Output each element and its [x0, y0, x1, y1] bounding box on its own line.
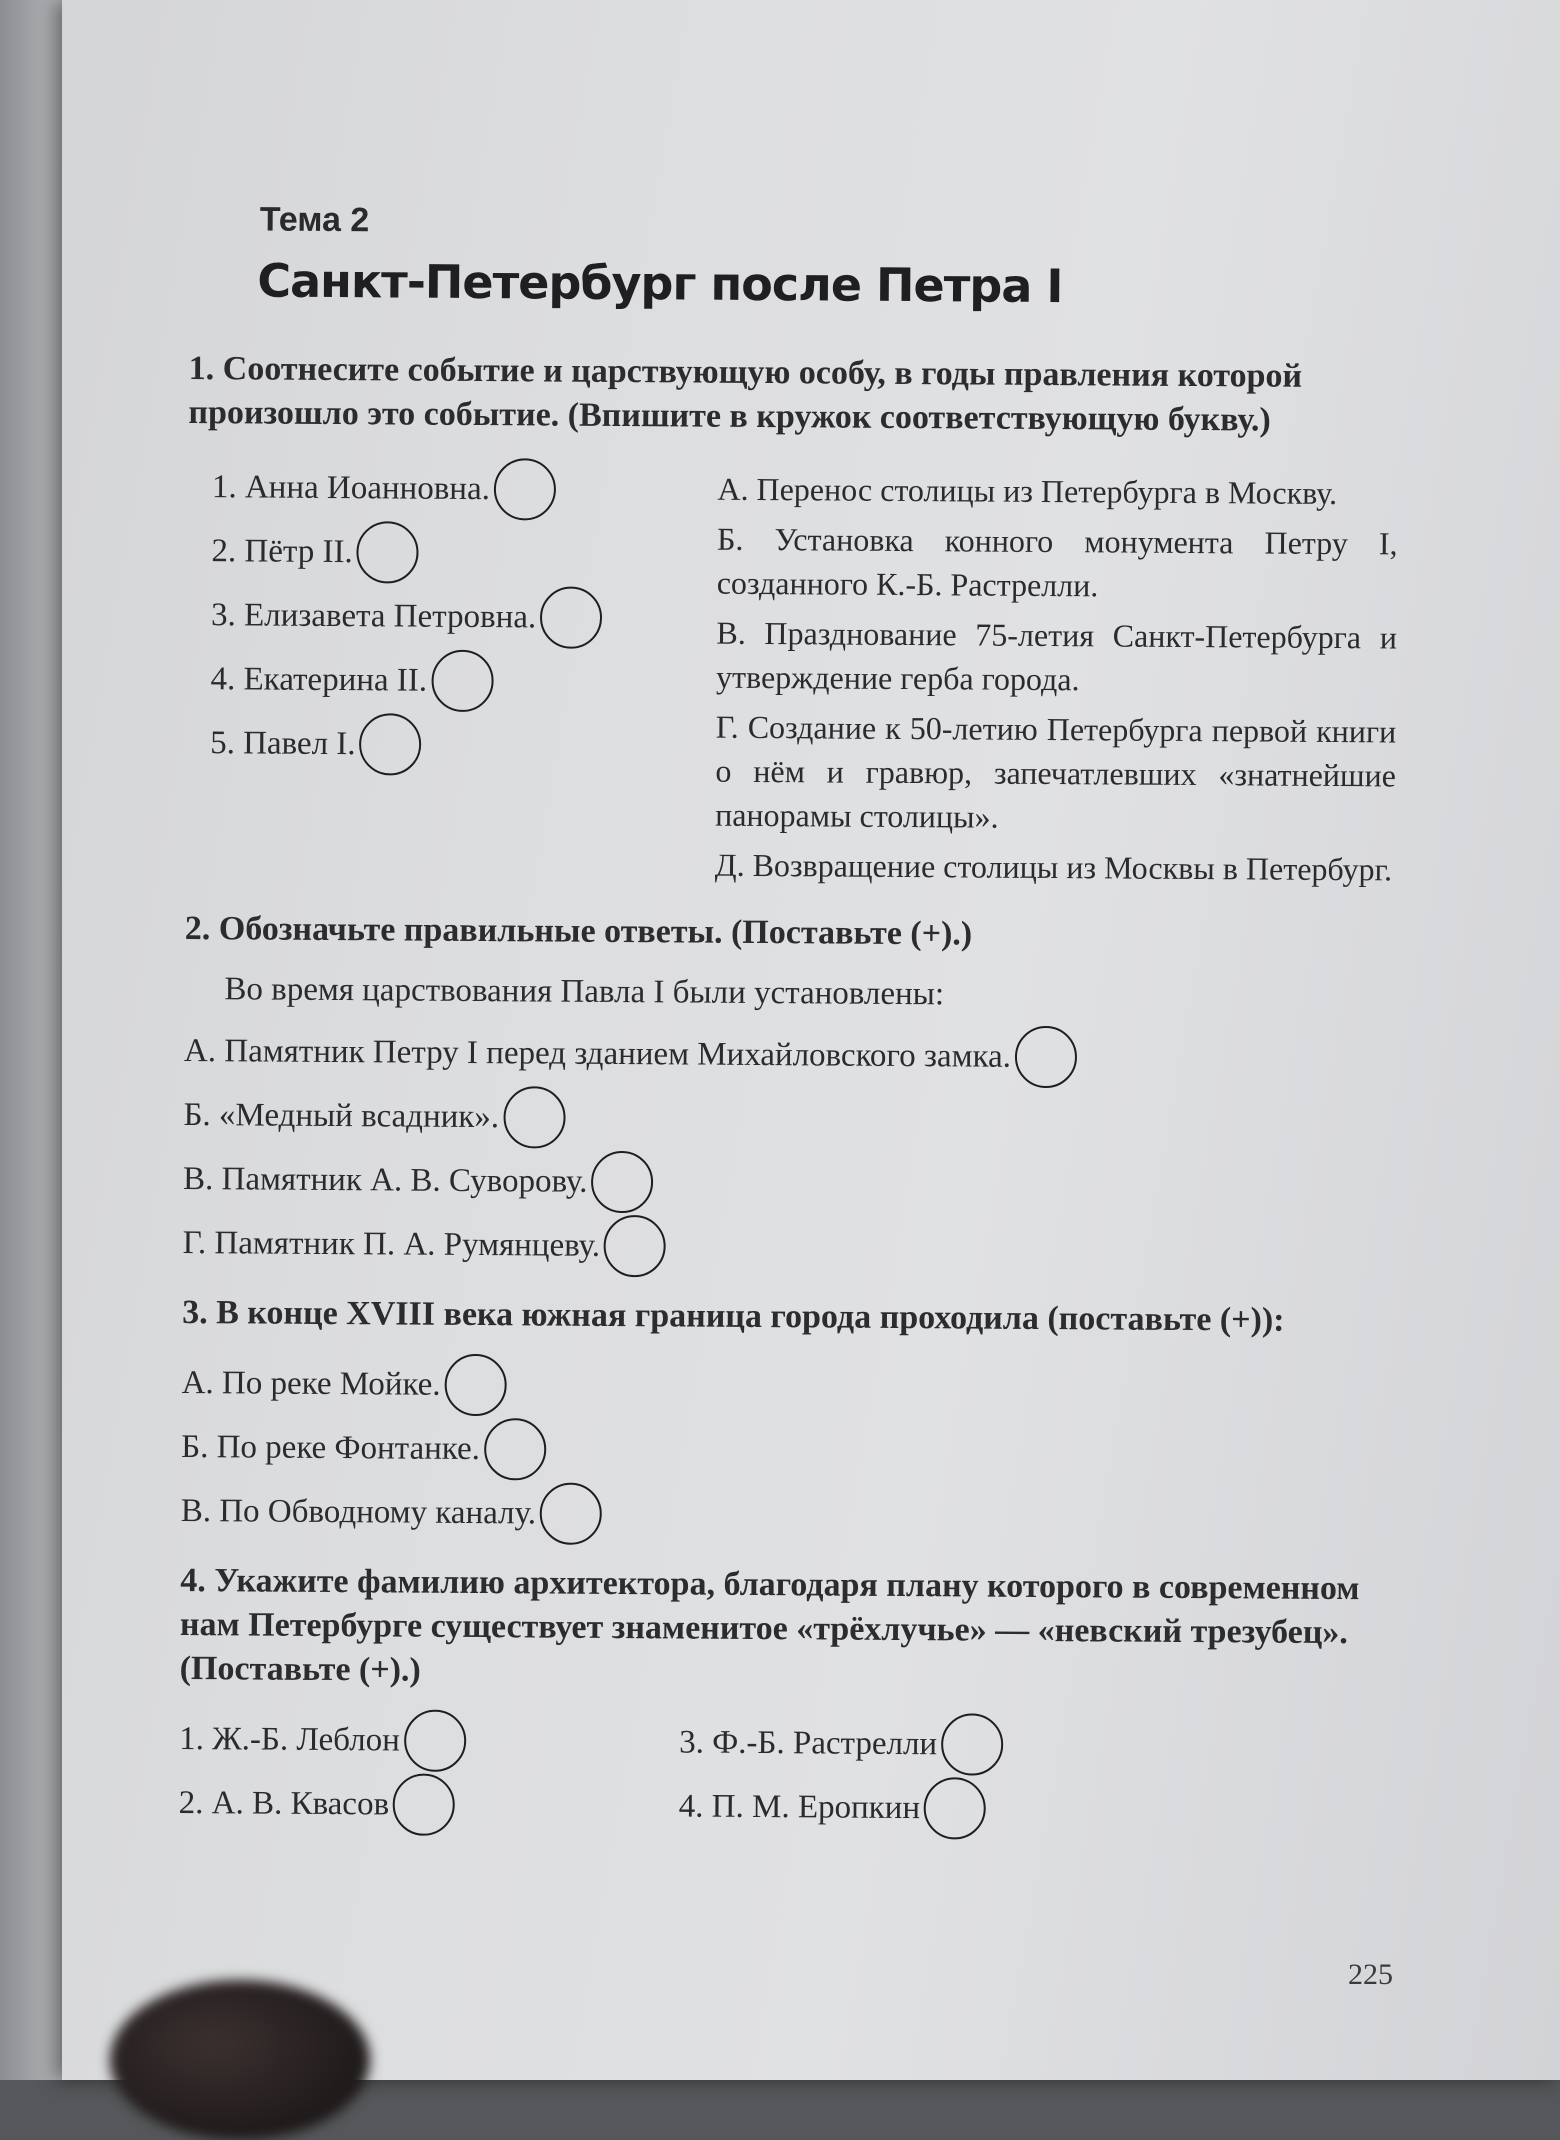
answer-circle[interactable]	[604, 1215, 666, 1277]
option-label: 4. П. М. Еропкин	[678, 1788, 921, 1827]
answer-circle[interactable]	[484, 1418, 546, 1480]
ruler-item	[211, 583, 717, 651]
option-label: В. По Обводному каналу.	[180, 1492, 537, 1532]
option-item	[679, 1710, 1179, 1777]
option-label: Г. Памятник П. А. Румянцеву.	[182, 1224, 601, 1264]
ruler-item	[210, 711, 716, 779]
page-content	[179, 190, 1400, 1843]
answer-circle[interactable]	[941, 1713, 1003, 1775]
event-item: Д. Возвращение столицы из Москвы в Петербург.	[714, 846, 1393, 888]
event-item: А. Перенос столицы из Петербурга в Москву.	[717, 470, 1338, 512]
option-label: А. Памятник Петру I перед зданием Михайловского замка.	[183, 1032, 1012, 1075]
option-label: 1. Ж.-Б. Леблон	[179, 1720, 400, 1759]
option-item	[184, 1019, 1394, 1091]
question-text: В конце XVIII века южная граница города проходила (поставьте (+)):	[216, 1294, 1285, 1339]
page-title: Санкт-Петербург после Петра I	[257, 253, 1063, 314]
option-item	[679, 1774, 1179, 1841]
ruler-item	[210, 647, 716, 715]
option-item	[179, 1771, 679, 1838]
question-3-options	[181, 1351, 1392, 1551]
ruler-label: 2. Пётр II.	[211, 533, 353, 571]
answer-circle[interactable]	[494, 458, 556, 520]
question-number: 1.	[188, 349, 215, 388]
question-1-match	[185, 455, 1398, 897]
question-text: Укажите фамилию архитектора, благодаря плану которого в современном нам Петербурге существует знаменитое «трёхлучье» — «невский трезубец». (Поставьте (+).)	[179, 1562, 1360, 1689]
page-number: 225	[1348, 1958, 1393, 1991]
option-item	[181, 1479, 1391, 1551]
question-number: 4.	[180, 1561, 206, 1600]
question-text: Обозначьте правильные ответы. (Поставьте (+).)	[218, 910, 973, 953]
ruler-list	[185, 455, 718, 893]
event-item: Г. Создание к 50-летию Петербурга первой книги о нём и гравюр, запечатлевших «знатнейшие панорамы столицы».	[715, 708, 1397, 835]
option-item	[182, 1211, 1392, 1283]
answer-circle[interactable]	[357, 521, 419, 583]
thumb-shadow	[110, 1980, 370, 2140]
option-label: А. По реке Мойке.	[181, 1364, 441, 1403]
topic-label: Тема 2	[259, 200, 370, 240]
event-list	[715, 459, 1398, 898]
event-item: Б. Установка конного монумента Петру I, созданного К.-Б. Растрелли.	[716, 520, 1398, 604]
option-item	[181, 1415, 1391, 1487]
event-item: В. Празднование 75-летия Санкт-Петербурга и утверждение герба города.	[716, 614, 1398, 698]
option-item	[179, 1707, 679, 1774]
option-label: В. Памятник А. В. Суворову.	[182, 1160, 588, 1200]
answer-circle[interactable]	[540, 586, 602, 648]
answer-circle[interactable]	[503, 1086, 565, 1148]
answer-circle[interactable]	[359, 713, 421, 775]
options-left-column	[179, 1707, 680, 1838]
answer-circle[interactable]	[540, 1482, 602, 1544]
answer-circle[interactable]	[393, 1773, 455, 1835]
options-right-column	[679, 1710, 1180, 1841]
ruler-label: 4. Екатерина II.	[210, 661, 428, 699]
answer-circle[interactable]	[431, 650, 493, 712]
answer-circle[interactable]	[404, 1710, 466, 1772]
answer-circle[interactable]	[924, 1777, 986, 1839]
question-number: 2.	[184, 909, 211, 948]
ruler-label: 5. Павел I.	[210, 725, 356, 763]
option-item	[183, 1147, 1393, 1219]
option-label: 2. А. В. Квасов	[178, 1784, 390, 1823]
ruler-item	[212, 455, 718, 523]
ruler-item	[211, 519, 717, 587]
option-label: 3. Ф.-Б. Растрелли	[679, 1724, 938, 1763]
option-label: Б. «Медный всадник».	[183, 1096, 500, 1136]
ruler-label: 1. Анна Иоанновна.	[211, 469, 491, 508]
question-4	[180, 1559, 1391, 1699]
question-text: Соотнесите событие и царствующую особу, в годы правления которой произошло это событие. (Впишите в кружок соответствующую букву.)	[188, 350, 1303, 439]
question-2	[185, 907, 1395, 959]
question-1	[188, 347, 1399, 443]
option-item	[183, 1083, 1393, 1155]
adjacent-page-edge	[0, 0, 62, 2080]
option-label: Б. По реке Фонтанке.	[181, 1428, 481, 1468]
question-lead: Во время царствования Павла I были установлены:	[224, 971, 945, 1013]
option-item	[181, 1351, 1391, 1423]
answer-circle[interactable]	[444, 1354, 506, 1416]
question-4-options	[179, 1707, 1390, 1843]
question-2-options	[182, 1019, 1394, 1283]
answer-circle[interactable]	[591, 1151, 653, 1213]
question-number: 3.	[182, 1293, 208, 1332]
question-3	[182, 1291, 1392, 1343]
ruler-label: 3. Елизавета Петровна.	[210, 597, 537, 636]
answer-circle[interactable]	[1015, 1026, 1077, 1088]
